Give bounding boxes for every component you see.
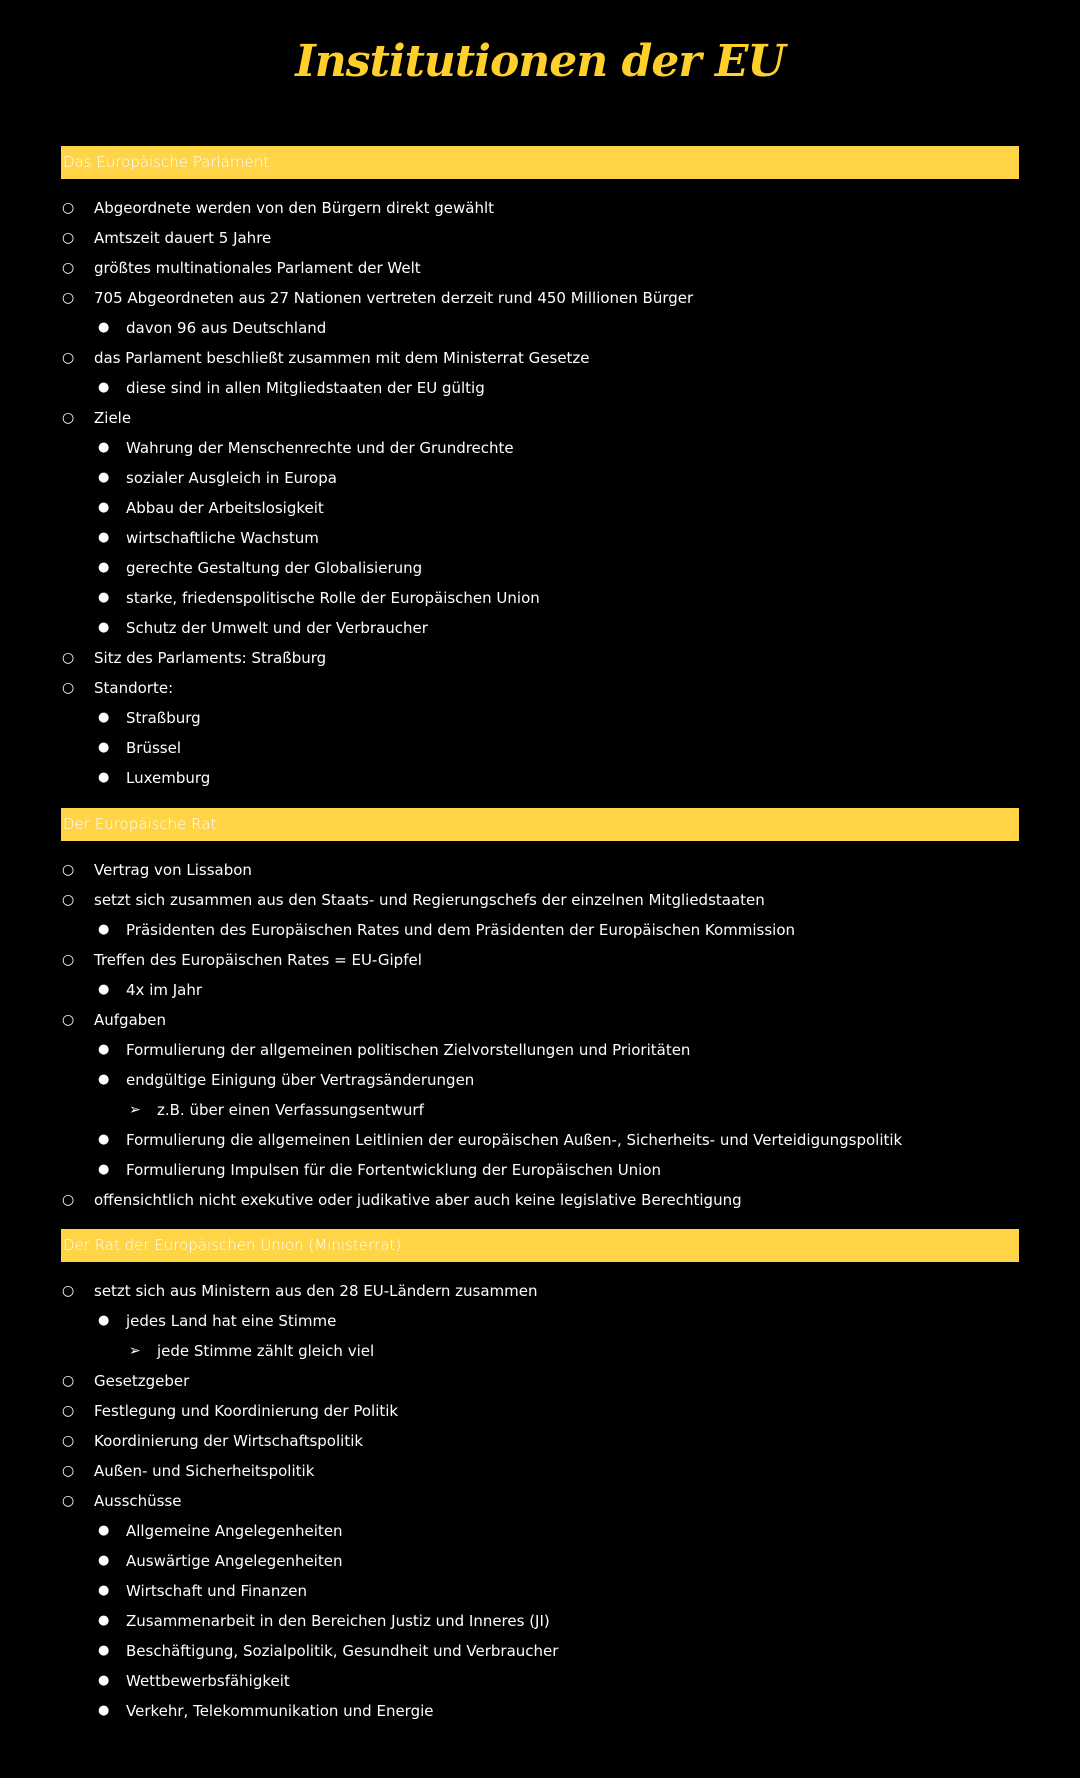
list-item [62, 1396, 399, 1426]
list-item [98, 313, 327, 343]
list-item [98, 975, 203, 1005]
filled-circle-bullet-icon: ● [98, 922, 110, 937]
filled-circle-bullet-icon: ● [98, 710, 110, 725]
list-item-text: davon 96 aus Deutschland [126, 319, 327, 337]
hollow-circle-bullet-icon: ○ [62, 410, 75, 426]
list-item-text: wirtschaftliche Wachstum [126, 529, 319, 547]
list-item [62, 283, 694, 313]
filled-circle-bullet-icon: ● [98, 1703, 110, 1718]
list-item [62, 1005, 167, 1035]
list-item-text: Formulierung der allgemeinen politischen Zielvorstellungen und Prioritäten [126, 1041, 691, 1059]
hollow-circle-bullet-icon: ○ [62, 1403, 75, 1419]
hollow-circle-bullet-icon: ○ [62, 350, 75, 366]
filled-circle-bullet-icon: ● [98, 470, 110, 485]
filled-circle-bullet-icon: ● [98, 1132, 110, 1147]
hollow-circle-bullet-icon: ○ [62, 952, 75, 968]
list-item [98, 433, 514, 463]
filled-circle-bullet-icon: ● [98, 380, 110, 395]
list-item-text: jedes Land hat eine Stimme [126, 1312, 337, 1330]
list-item-text: endgültige Einigung über Vertragsänderungen [126, 1071, 475, 1089]
list-item-text: Abbau der Arbeitslosigkeit [126, 499, 324, 517]
list-item [98, 1125, 903, 1155]
list-item [62, 643, 327, 673]
filled-circle-bullet-icon: ● [98, 560, 110, 575]
hollow-circle-bullet-icon: ○ [62, 1192, 75, 1208]
filled-circle-bullet-icon: ● [98, 1313, 110, 1328]
list-item-text: 4x im Jahr [126, 981, 203, 999]
list-item [98, 613, 428, 643]
list-item [98, 373, 485, 403]
list-item-text: Aufgaben [94, 1011, 167, 1029]
section-heading: Der Rat der Europäischen Union (Ministerrat) [61, 1229, 1019, 1262]
filled-circle-bullet-icon: ● [98, 590, 110, 605]
list-item-text: 705 Abgeordneten aus 27 Nationen vertreten derzeit rund 450 Millionen Bürger [94, 289, 694, 307]
list-item-text: Auswärtige Angelegenheiten [126, 1552, 343, 1570]
list-item [98, 1666, 290, 1696]
list-item-text: Formulierung Impulsen für die Fortentwicklung der Europäischen Union [126, 1161, 662, 1179]
hollow-circle-bullet-icon: ○ [62, 1373, 75, 1389]
list-item [98, 1636, 559, 1666]
filled-circle-bullet-icon: ● [98, 1553, 110, 1568]
list-item-text: Präsidenten des Europäischen Rates und dem Präsidenten der Europäischen Kommission [126, 921, 796, 939]
list-item-text: Ziele [94, 409, 132, 427]
list-item [98, 1306, 337, 1336]
list-item [62, 945, 422, 975]
list-item-text: Sitz des Parlaments: Straßburg [94, 649, 327, 667]
list-item-text: starke, friedenspolitische Rolle der Europäischen Union [126, 589, 540, 607]
filled-circle-bullet-icon: ● [98, 1583, 110, 1598]
list-item-text: Wirtschaft und Finanzen [126, 1582, 307, 1600]
list-item [98, 1155, 662, 1185]
list-item [62, 1185, 742, 1215]
list-item [62, 1456, 315, 1486]
hollow-circle-bullet-icon: ○ [62, 1493, 75, 1509]
list-item-text: Festlegung und Koordinierung der Politik [94, 1402, 399, 1420]
list-item-text: Straßburg [126, 709, 201, 727]
arrow-bullet-icon: ➢ [129, 1343, 141, 1359]
hollow-circle-bullet-icon: ○ [62, 1012, 75, 1028]
filled-circle-bullet-icon: ● [98, 320, 110, 335]
list-item [129, 1336, 375, 1366]
arrow-bullet-icon: ➢ [129, 1102, 141, 1118]
list-item [98, 1516, 343, 1546]
filled-circle-bullet-icon: ● [98, 1072, 110, 1087]
list-item [62, 343, 590, 373]
list-item [98, 583, 540, 613]
list-item-text: sozialer Ausgleich in Europa [126, 469, 337, 487]
list-item [98, 1065, 475, 1095]
section-heading: Der Europäische Rat [61, 808, 1019, 841]
list-item-text: setzt sich zusammen aus den Staats- und Regierungschefs der einzelnen Mitgliedstaaten [94, 891, 765, 909]
list-item-text: Formulierung die allgemeinen Leitlinien der europäischen Außen-, Sicherheits- und Verteidigungspolitik [126, 1131, 903, 1149]
list-item [98, 1606, 550, 1636]
list-item-text: Schutz der Umwelt und der Verbraucher [126, 619, 428, 637]
list-item-text: offensichtlich nicht exekutive oder judikative aber auch keine legislative Berechtigung [94, 1191, 742, 1209]
list-item-text: Koordinierung der Wirtschaftspolitik [94, 1432, 364, 1450]
list-item [98, 763, 211, 793]
list-item-text: diese sind in allen Mitgliedstaaten der EU gültig [126, 379, 485, 397]
list-item [62, 223, 272, 253]
filled-circle-bullet-icon: ● [98, 740, 110, 755]
filled-circle-bullet-icon: ● [98, 1673, 110, 1688]
list-item [98, 915, 796, 945]
list-item [62, 855, 252, 885]
list-item-text: größtes multinationales Parlament der Welt [94, 259, 421, 277]
list-item [62, 253, 421, 283]
list-item-text: Beschäftigung, Sozialpolitik, Gesundheit und Verbraucher [126, 1642, 559, 1660]
list-item [62, 193, 495, 223]
section-heading: Das Europäische Parlament [61, 146, 1019, 179]
filled-circle-bullet-icon: ● [98, 1042, 110, 1057]
filled-circle-bullet-icon: ● [98, 1613, 110, 1628]
hollow-circle-bullet-icon: ○ [62, 230, 75, 246]
list-item-text: jede Stimme zählt gleich viel [157, 1342, 375, 1360]
list-item-text: Amtszeit dauert 5 Jahre [94, 229, 272, 247]
list-item-text: Luxemburg [126, 769, 211, 787]
hollow-circle-bullet-icon: ○ [62, 260, 75, 276]
list-item [98, 733, 181, 763]
filled-circle-bullet-icon: ● [98, 982, 110, 997]
list-item [62, 403, 132, 433]
hollow-circle-bullet-icon: ○ [62, 650, 75, 666]
list-item-text: Gesetzgeber [94, 1372, 190, 1390]
list-item [62, 673, 174, 703]
hollow-circle-bullet-icon: ○ [62, 290, 75, 306]
hollow-circle-bullet-icon: ○ [62, 1433, 75, 1449]
list-item [62, 1366, 190, 1396]
hollow-circle-bullet-icon: ○ [62, 1283, 75, 1299]
filled-circle-bullet-icon: ● [98, 440, 110, 455]
list-item [62, 1276, 538, 1306]
list-item [98, 703, 201, 733]
page-title: Institutionen der EU [295, 36, 785, 87]
hollow-circle-bullet-icon: ○ [62, 680, 75, 696]
list-item [98, 1035, 691, 1065]
list-item-text: Wahrung der Menschenrechte und der Grundrechte [126, 439, 514, 457]
list-item-text: Vertrag von Lissabon [94, 861, 252, 879]
list-item-text: Ausschüsse [94, 1492, 182, 1510]
list-item-text: Treffen des Europäischen Rates = EU-Gipfel [94, 951, 422, 969]
list-item-text: Außen- und Sicherheitspolitik [94, 1462, 315, 1480]
filled-circle-bullet-icon: ● [98, 620, 110, 635]
filled-circle-bullet-icon: ● [98, 1162, 110, 1177]
list-item-text: Allgemeine Angelegenheiten [126, 1522, 343, 1540]
list-item-text: das Parlament beschließt zusammen mit dem Ministerrat Gesetze [94, 349, 590, 367]
list-item-text: Verkehr, Telekommunikation und Energie [126, 1702, 434, 1720]
list-item [62, 1486, 182, 1516]
filled-circle-bullet-icon: ● [98, 1643, 110, 1658]
list-item-text: Zusammenarbeit in den Bereichen Justiz und Inneres (JI) [126, 1612, 550, 1630]
hollow-circle-bullet-icon: ○ [62, 892, 75, 908]
list-item-text: Abgeordnete werden von den Bürgern direkt gewählt [94, 199, 495, 217]
list-item-text: z.B. über einen Verfassungsentwurf [157, 1101, 424, 1119]
filled-circle-bullet-icon: ● [98, 770, 110, 785]
list-item [129, 1095, 424, 1125]
filled-circle-bullet-icon: ● [98, 530, 110, 545]
list-item-text: Standorte: [94, 679, 174, 697]
list-item-text: setzt sich aus Ministern aus den 28 EU-Ländern zusammen [94, 1282, 538, 1300]
hollow-circle-bullet-icon: ○ [62, 200, 75, 216]
list-item-text: gerechte Gestaltung der Globalisierung [126, 559, 423, 577]
list-item [62, 1426, 364, 1456]
list-item [98, 523, 319, 553]
filled-circle-bullet-icon: ● [98, 500, 110, 515]
list-item [98, 1576, 307, 1606]
list-item [98, 463, 337, 493]
list-item-text: Brüssel [126, 739, 181, 757]
hollow-circle-bullet-icon: ○ [62, 1463, 75, 1479]
list-item [98, 1546, 343, 1576]
list-item [98, 493, 324, 523]
list-item-text: Wettbewerbsfähigkeit [126, 1672, 290, 1690]
filled-circle-bullet-icon: ● [98, 1523, 110, 1538]
list-item [62, 885, 765, 915]
list-item [98, 553, 423, 583]
list-item [98, 1696, 434, 1726]
hollow-circle-bullet-icon: ○ [62, 862, 75, 878]
